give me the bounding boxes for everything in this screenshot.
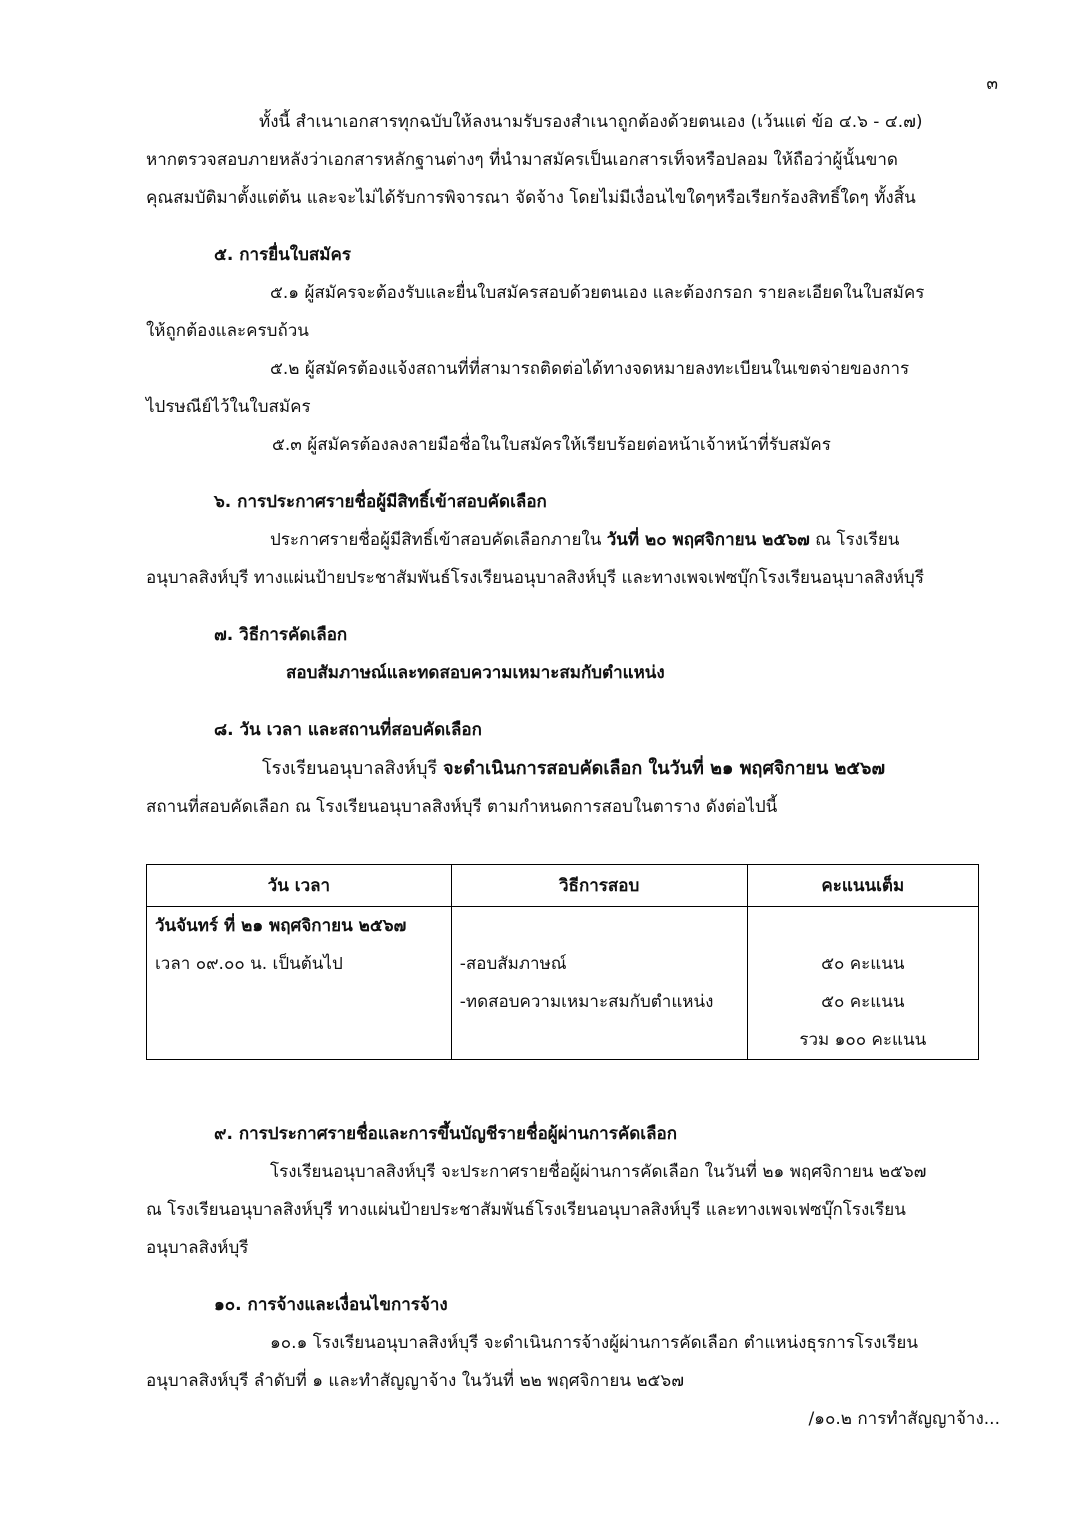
- section8-line-2: สถานที่สอบคัดเลือก ณ โรงเรียนอนุบาลสิงห์บุรี ตามกำหนดการสอบในตาราง ดังต่อไปนี้: [146, 797, 778, 817]
- section7-heading: ๗. วิธีการคัดเลือก: [214, 625, 348, 645]
- section8-line-1: [262, 757, 885, 781]
- section6-line-2: อนุบาลสิงห์บุรี ทางแผ่นป้ายประชาสัมพันธ์โรงเรียนอนุบาลสิงห์บุรี และทางเพจเฟซบุ๊กโรงเรียนอนุบาลสิงห์บุรี: [146, 568, 924, 588]
- section9-line-3: อนุบาลสิงห์บุรี: [146, 1238, 249, 1258]
- method-aptitude: -ทดสอบความเหมาะสมกับตำแหน่ง: [459, 992, 714, 1012]
- table-cell-datetime: [147, 907, 452, 1060]
- section6-line-1-before: ประกาศรายชื่อผู้มีสิทธิ์เข้าสอบคัดเลือกภายใน: [270, 530, 607, 550]
- section5-item3: ๕.๓ ผู้สมัครต้องลงลายมือชื่อในใบสมัครให้เรียบร้อยต่อหน้าเจ้าหน้าที่รับสมัคร: [272, 435, 831, 455]
- empty-line: [748, 907, 978, 945]
- table-cell-score: [747, 907, 978, 1060]
- section5-item1-line2: ให้ถูกต้องและครบถ้วน: [146, 321, 309, 341]
- exam-date: วันจันทร์ ที่ ๒๑ พฤศจิกายน ๒๕๖๗: [155, 916, 407, 936]
- section6-heading: ๖. การประกาศรายชื่อผู้มีสิทธิ์เข้าสอบคัดเลือก: [214, 492, 547, 512]
- empty-line: [147, 983, 451, 1021]
- continuation-note: /๑๐.๒ การทำสัญญาจ้าง...: [808, 1409, 1000, 1429]
- table-header-datetime: วัน เวลา: [147, 865, 452, 907]
- section6-date: วันที่ ๒๐ พฤศจิกายน ๒๕๖๗: [606, 530, 810, 550]
- intro-line-2: หากตรวจสอบภายหลังว่าเอกสารหลักฐานต่างๆ ที่นำมาสมัครเป็นเอกสารเท็จหรือปลอม ให้ถือว่าผู้นั้นขาด: [146, 150, 898, 170]
- section5-item1-line1: ๕.๑ ผู้สมัครจะต้องรับและยื่นใบสมัครสอบด้วยตนเอง และต้องกรอก รายละเอียดในใบสมัคร: [270, 283, 925, 303]
- intro-line-1: ทั้งนี้ สำเนาเอกสารทุกฉบับให้ลงนามรับรองสำเนาถูกต้องด้วยตนเอง (เว้นแต่ ข้อ ๔.๖ - ๔.๗): [259, 112, 923, 132]
- section10-line-2: อนุบาลสิงห์บุรี ลำดับที่ ๑ และทำสัญญาจ้าง ในวันที่ ๒๒ พฤศจิกายน ๒๕๖๗: [146, 1371, 684, 1391]
- section8-heading: ๘. วัน เวลา และสถานที่สอบคัดเลือก: [214, 720, 482, 740]
- intro-line-3: คุณสมบัติมาตั้งแต่ต้น และจะไม่ได้รับการพิจารณา จัดจ้าง โดยไม่มีเงื่อนไขใดๆหรือเรียกร้องสิทธิ์ใดๆ ทั้งสิ้น: [146, 188, 916, 208]
- empty-line: [452, 1021, 747, 1059]
- section9-line-2: ณ โรงเรียนอนุบาลสิงห์บุรี ทางแผ่นป้ายประชาสัมพันธ์โรงเรียนอนุบาลสิงห์บุรี และทางเพจเฟซบุ๊กโรงเรียน: [146, 1200, 906, 1220]
- section8-exam-date: จะดำเนินการสอบคัดเลือก ในวันที่ ๒๑ พฤศจิกายน ๒๕๖๗: [442, 758, 886, 779]
- empty-line: [452, 907, 747, 945]
- exam-schedule-table: [146, 864, 979, 1060]
- section5-item2-line1: ๕.๒ ผู้สมัครต้องแจ้งสถานที่ที่สามารถติดต่อได้ทางจดหมายลงทะเบียนในเขตจ่ายของการ: [270, 359, 910, 379]
- empty-line: [147, 1021, 451, 1059]
- section10-heading: ๑๐. การจ้างและเงื่อนไขการจ้าง: [214, 1295, 448, 1315]
- section5-item2-line2: ไปรษณีย์ไว้ในใบสมัคร: [146, 397, 311, 417]
- section9-heading: ๙. การประกาศรายชื่อและการขึ้นบัญชีรายชื่อผู้ผ่านการคัดเลือก: [214, 1124, 677, 1144]
- score-aptitude: ๕๐ คะแนน: [821, 992, 905, 1012]
- section8-line-1-before: โรงเรียนอนุบาลสิงห์บุรี: [262, 758, 443, 779]
- score-interview: ๕๐ คะแนน: [821, 954, 905, 974]
- table-header-row: [147, 865, 979, 907]
- page-number: ๓: [986, 74, 998, 94]
- section6-line-1-after: ณ โรงเรียน: [809, 530, 900, 550]
- section6-line-1: [270, 528, 899, 552]
- section5-heading: ๕. การยื่นใบสมัคร: [214, 245, 351, 265]
- method-interview: -สอบสัมภาษณ์: [459, 954, 567, 974]
- table-header-method: วิธีการสอบ: [451, 865, 747, 907]
- score-total: รวม ๑๐๐ คะแนน: [799, 1030, 927, 1050]
- table-row: [147, 907, 979, 1060]
- section7-body: สอบสัมภาษณ์และทดสอบความเหมาะสมกับตำแหน่ง: [286, 663, 665, 683]
- table-header-score: คะแนนเต็ม: [747, 865, 978, 907]
- table-cell-method: [451, 907, 747, 1060]
- section9-line-1: โรงเรียนอนุบาลสิงห์บุรี จะประกาศรายชื่อผู้ผ่านการคัดเลือก ในวันที่ ๒๑ พฤศจิกายน ๒๕๖๗: [270, 1162, 927, 1182]
- section10-line-1: ๑๐.๑ โรงเรียนอนุบาลสิงห์บุรี จะดำเนินการจ้างผู้ผ่านการคัดเลือก ตำแหน่งธุรการโรงเรียน: [270, 1333, 918, 1353]
- exam-time: เวลา ๐๙.๐๐ น. เป็นต้นไป: [155, 954, 343, 974]
